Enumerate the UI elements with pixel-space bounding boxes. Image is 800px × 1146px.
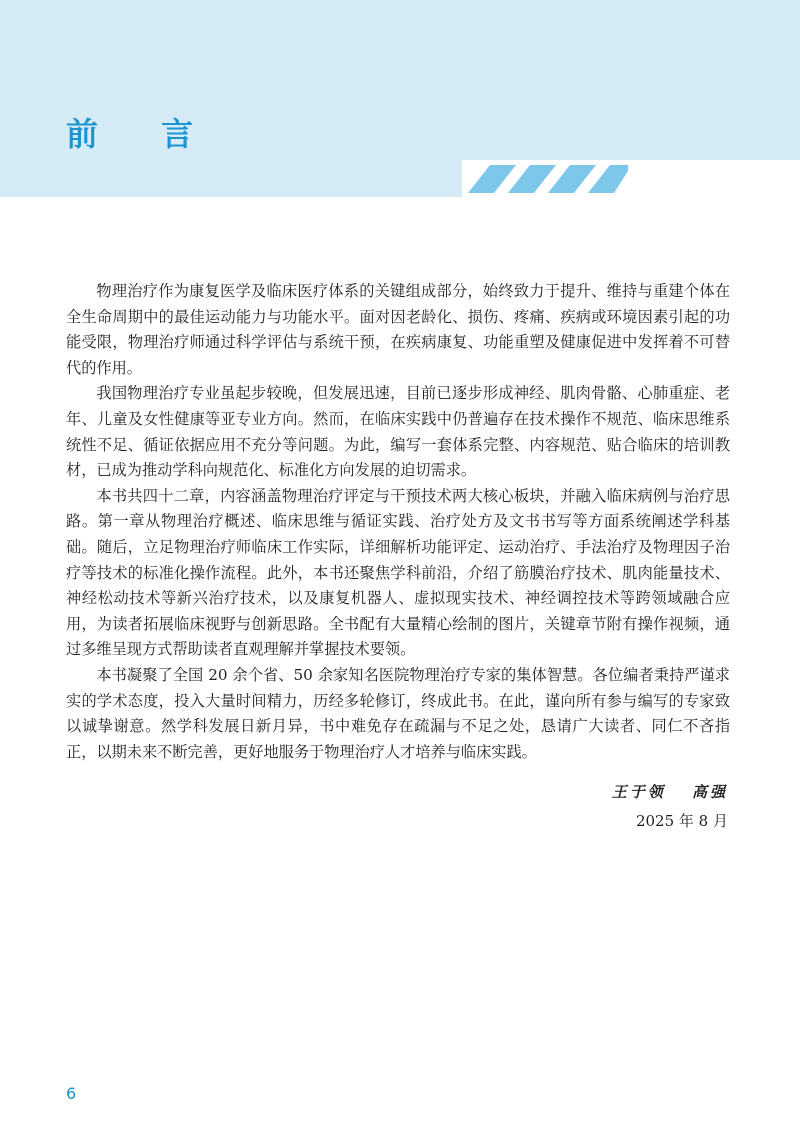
stripe-2 (508, 165, 556, 193)
author-signature: 王于领 高强 (611, 783, 728, 801)
decorative-stripes (468, 165, 628, 193)
stripe-1 (468, 165, 516, 193)
page-number: 6 (66, 1084, 77, 1103)
paragraph-3: 本书共四十二章，内容涵盖物理治疗评定与干预技术两大核心板块，并融入临床病例与治疗思路。第一章从物理治疗概述、临床思维与循证实践、治疗处方及文书书写等方面系统阐述学科基础。随后，立足物理治疗师临床工作实际，详细解析功能评定、运动治疗、手法治疗及物理因子治疗等技术的标准化操作流程。此外，本书还聚焦学科前沿，介绍了筋膜治疗技术、肌肉能量技术、神经松动技术等新兴治疗技术，以及康复机器人、虚拟现实技术、神经调控技术等跨领域融合应用，为读者拓展临床视野与创新思路。全书配有大量精心绘制的图片，关键章节附有操作视频，通过多维呈现方式帮助读者直观理解并掌握技术要领。 (66, 486, 730, 659)
paragraph-2: 我国物理治疗专业虽起步较晚，但发展迅速，目前已逐步形成神经、肌肉骨骼、心肺重症、老年、儿童及女性健康等亚专业方向。然而，在临床实践中仍普遍存在技术操作不规范、临床思维系统性不足、循证依据应用不充分等问题。为此，编写一套体系完整、内容规范、贴合临床的培训教材，已成为推动学科向规范化、标准化方向发展的迫切需求。 (66, 384, 730, 480)
page-title: 前 言 (66, 115, 220, 153)
stripe-3 (548, 165, 596, 193)
paragraph-4: 本书凝聚了全国 20 余个省、50 余家知名医院物理治疗专家的集体智慧。各位编者秉持严谨求实的学术态度，投入大量时间精力，历经多轮修订，终成此书。在此，谨向所有参与编写的专家致以诚挚谢意。然学科发展日新月异，书中难免存在疏漏与不足之处，恳请广大读者、同仁不吝指正，以期未来不断完善，更好地服务于物理治疗人才培养与临床实践。 (66, 665, 730, 761)
stripe-4 (588, 165, 628, 193)
signature-block (612, 780, 728, 833)
header-strip-tint (0, 160, 462, 197)
preface-body (66, 279, 730, 765)
date: 2025 年 8 月 (635, 812, 728, 830)
paragraph-1: 物理治疗作为康复医学及临床医疗体系的关键组成部分，始终致力于提升、维持与重建个体在全生命周期中的最佳运动能力与功能水平。面对因老龄化、损伤、疼痛、疾病或环境因素引起的功能受限，物理治疗师通过科学评估与系统干预，在疾病康复、功能重塑及健康促进中发挥着不可替代的作用。 (66, 282, 730, 377)
